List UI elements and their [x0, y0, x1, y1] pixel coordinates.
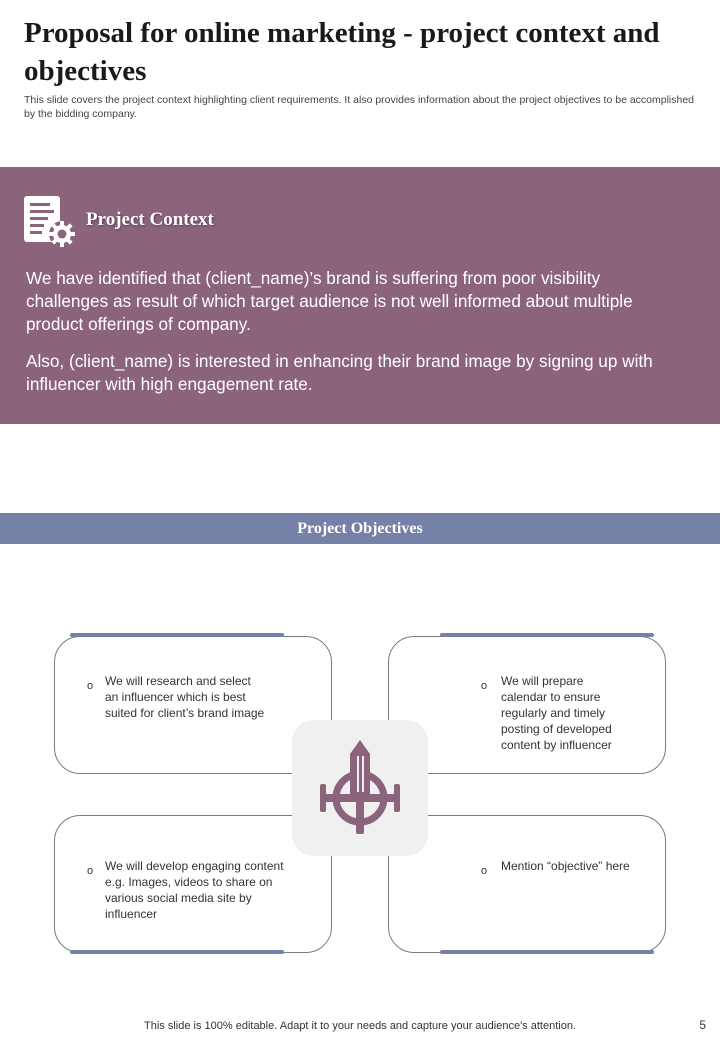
card-accent-line: [440, 633, 654, 637]
objective-text: Mention “objective” here: [501, 859, 630, 873]
project-context-panel: [0, 167, 720, 424]
project-context-heading: Project Context: [86, 209, 214, 230]
card-accent-line: [70, 950, 284, 954]
project-objectives-bar: [0, 513, 720, 544]
objective-card: [54, 636, 332, 774]
objective-text: We will research and select an influencer which is best suited for client’s brand image: [105, 674, 265, 720]
page-title: Proposal for online marketing - project context and objectives: [24, 17, 660, 87]
bullet-marker: o: [481, 865, 488, 877]
center-icon-box: [292, 720, 428, 856]
document-gear-icon: [22, 194, 78, 250]
objective-text: We will prepare calendar to ensure regularly and timely posting of developed content by influencer: [501, 674, 612, 752]
bullet-marker: o: [87, 865, 94, 877]
page-subtitle: This slide covers the project context highlighting client requirements. It also provides information about the project objectives to be accomplished by the bidding company.: [24, 94, 695, 120]
objective-card: [388, 815, 666, 953]
card-accent-line: [440, 950, 654, 954]
objective-card: [388, 636, 666, 774]
card-accent-line: [70, 633, 284, 637]
footer-note: This slide is 100% editable. Adapt it to your needs and capture your audience's attention.: [144, 1020, 576, 1032]
bullet-marker: o: [481, 680, 488, 692]
project-objectives-heading: Project Objectives: [297, 519, 423, 537]
context-paragraph: We have identified that (client_name)’s brand is suffering from poor visibility challenges as result of which target audience is not well informed about multiple product offerings of company.: [26, 268, 633, 334]
bullet-marker: o: [87, 680, 94, 692]
objective-text: We will develop engaging content e.g. Images, videos to share on various social media site by influencer: [105, 859, 284, 921]
objective-card: [54, 815, 332, 953]
pencil-target-icon: [316, 736, 404, 840]
page-number: 5: [699, 1018, 706, 1032]
context-paragraph: Also, (client_name) is interested in enhancing their brand image by signing up with influencer with high engagement rate.: [26, 351, 653, 394]
